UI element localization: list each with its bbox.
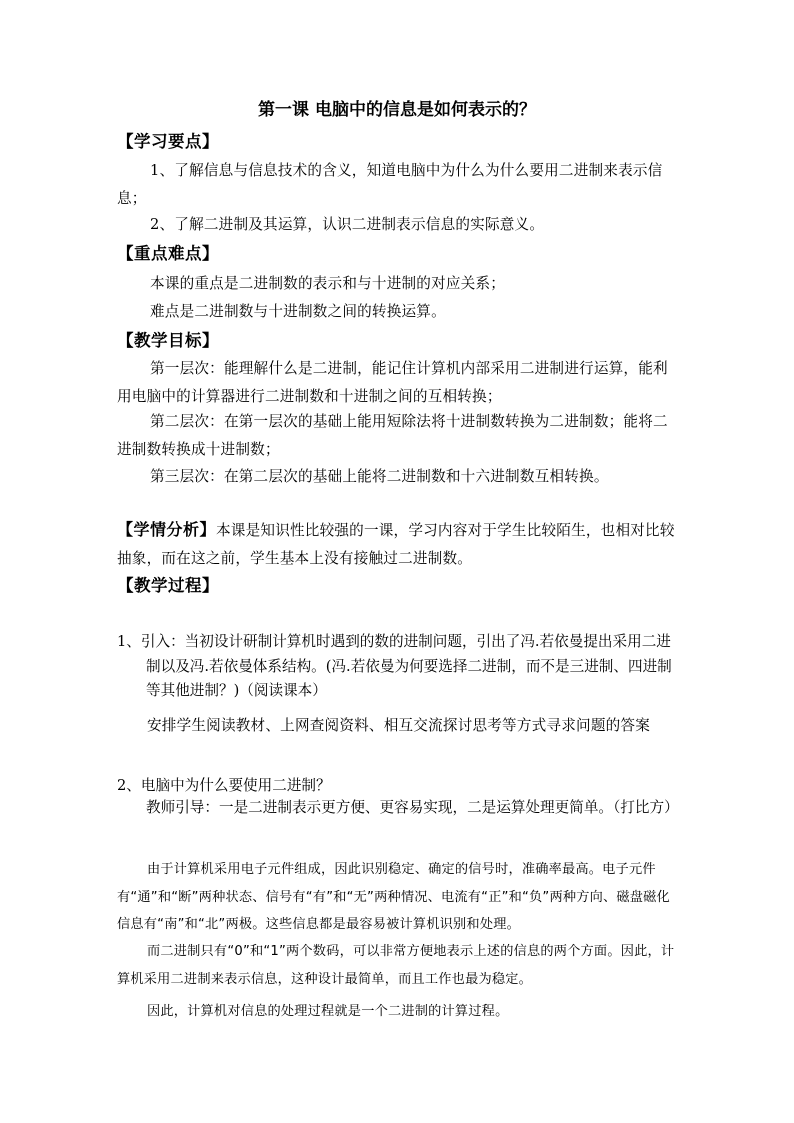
process-step-1-text: 1、引入：当初设计研制计算机时遇到的数的进制问题，引出了冯.若依曼提出采用二进制以及冯.若依曼体系结构。(冯.若依曼为何要选择二进制，而不是三进制、四进制等其他进制？)（阅读课本） bbox=[117, 633, 672, 699]
objective-2: 第二层次：在第一层次的基础上能用短除法将十进制数转换为二进制数；能将二进制数转换成十进制数； bbox=[117, 413, 668, 458]
process-paragraph-2: 而二进制只有“0”和“1”两个数码，可以非常方便地表示上述的信息的两个方面。因此，计算机采用二进制来表示信息，这种设计最简单，而且工作也最为稳定。 bbox=[117, 944, 675, 987]
heading-analysis: 【学情分析】 bbox=[117, 520, 217, 539]
process-paragraph-1: 由于计算机采用电子元件组成，因此识别稳定、确定的信号时，准确率最高。电子元件有“通”和“断”两种状态、信号有“有”和“无”两种情况、电流有“正”和“负”两种方向、磁盘磁化信息有“南”和“北”两极。这些信息都是最容易被计算机识别和处理。 bbox=[117, 862, 670, 932]
heading-difficulties: 【重点难点】 bbox=[117, 244, 219, 263]
process-step-2-guide: 教师引导：一是二进制表示更方便、更容易实现，二是运算处理更简单。（打比方） bbox=[146, 799, 679, 816]
process-step-2 bbox=[117, 774, 677, 799]
process-step-1-note: 安排学生阅读教材、上网查阅资料、相互交流探讨思考等方式寻求问题的答案 bbox=[147, 717, 650, 734]
objective-3: 第三层次：在第二层次的基础上能将二进制数和十六进制数互相转换。 bbox=[150, 468, 609, 485]
objective-1: 第一层次：能理解什么是二进制，能记住计算机内部采用二进制进行运算，能利用电脑中的计算器进行二进制数和十进制之间的互相转换； bbox=[117, 360, 668, 405]
heading-process: 【教学过程】 bbox=[117, 576, 219, 595]
difficulty-1: 本课的重点是二进制数的表示和与十进制的对应关系； bbox=[150, 275, 506, 292]
page-title: 第一课 电脑中的信息是如何表示的？ bbox=[258, 100, 536, 120]
process-step-2-text: 2、电脑中为什么要使用二进制？ bbox=[117, 777, 331, 794]
difficulty-2: 难点是二进制数与十进制数之间的转换运算。 bbox=[150, 303, 446, 320]
process-step-1 bbox=[117, 630, 677, 704]
heading-key-points: 【学习要点】 bbox=[117, 132, 219, 151]
analysis-paragraph bbox=[117, 516, 677, 573]
key-point-2: 2、了解二进制及其运算，认识二进制表示信息的实际意义。 bbox=[150, 216, 545, 233]
heading-objectives: 【教学目标】 bbox=[117, 331, 219, 350]
analysis-text: 本课是知识性比较强的一课，学习内容对于学生比较陌生，也相对比较抽象，而在这之前，学生基本上没有接触过二进制数。 bbox=[117, 522, 675, 567]
key-point-1: 1、了解信息与信息技术的含义，知道电脑中为什么为什么要用二进制来表示信息； bbox=[117, 162, 663, 207]
process-paragraph-3: 因此，计算机对信息的处理过程就是一个二进制的计算过程。 bbox=[147, 1004, 509, 1019]
